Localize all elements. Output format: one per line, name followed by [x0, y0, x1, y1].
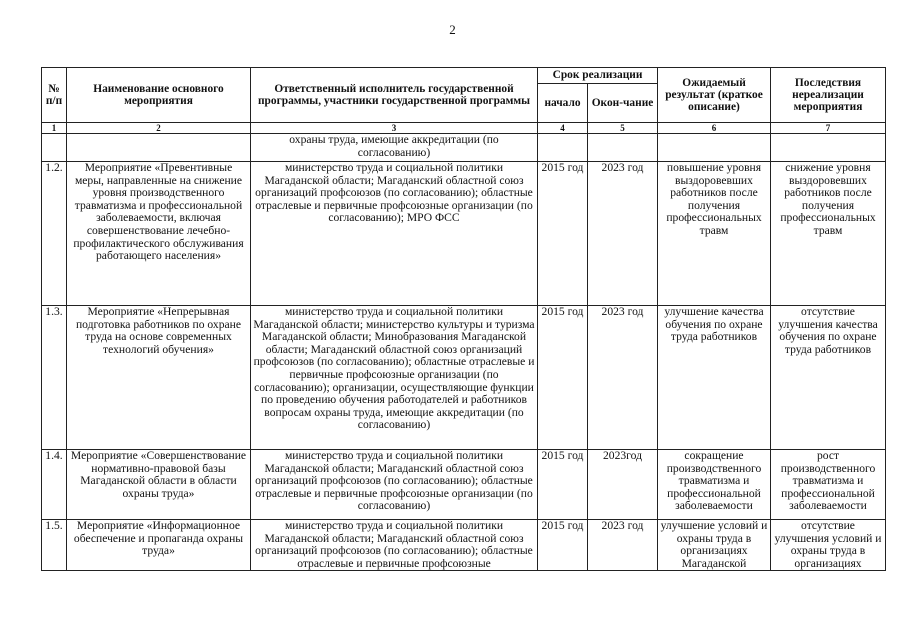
row-start: 2015 год: [538, 162, 588, 306]
column-number: 3: [251, 123, 538, 134]
row-executor: министерство труда и социальной политики Магаданской области; министерство культуры и туризма Магаданской области; Минобразования Магаданской области; Магаданский областной союз организаций профсоюзов (по согласованию); областные отраслевые и первичные профсоюзные организации (по согласованию); организации, осуществляющие функции по проведению обучения работодателей и работников вопросам охраны труда, имеющие аккредитации (по согласованию): [251, 306, 538, 450]
row-num: 1.3.: [42, 306, 67, 450]
header-end: Окон-чание: [588, 84, 658, 123]
row-name: Мероприятие «Превентивные меры, направленные на снижение уровня производственного травматизма и профессиональной заболеваемости, включая совершенствование лечебно-профилактического обслуживания работающего населения»: [67, 162, 251, 306]
column-number: 4: [538, 123, 588, 134]
page-number: 2: [449, 22, 456, 37]
row-expected: сокращение производственного травматизма и профессиональной заболеваемости: [658, 450, 771, 520]
row-end: 2023год: [588, 450, 658, 520]
table-row: [42, 520, 886, 571]
header-num: № п/п: [42, 68, 67, 123]
row-executor: министерство труда и социальной политики Магаданской области; Магаданский областной союз организаций профсоюзов (по согласованию); областные отраслевые и первичные профсоюзные: [251, 520, 538, 571]
row-name: Мероприятие «Непрерывная подготовка работников по охране труда на основе современных технологий обучения»: [67, 306, 251, 450]
header-executor: Ответственный исполнитель государственной программы, участники государственной программы: [251, 68, 538, 123]
column-number: 6: [658, 123, 771, 134]
table-row: [42, 450, 886, 520]
row-num: [42, 134, 67, 162]
program-activities-table: [41, 67, 886, 571]
column-number: 1: [42, 123, 67, 134]
header-start: начало: [538, 84, 588, 123]
row-end: 2023 год: [588, 306, 658, 450]
column-number: 2: [67, 123, 251, 134]
row-end: [588, 134, 658, 162]
row-consequences: рост производственного травматизма и профессиональной заболеваемости: [771, 450, 886, 520]
row-start: 2015 год: [538, 450, 588, 520]
row-executor: министерство труда и социальной политики Магаданской области; Магаданский областной союз организаций профсоюзов (по согласованию); областные отраслевые и первичные профсоюзные организации (по согласованию); МРО ФСС: [251, 162, 538, 306]
row-start: [538, 134, 588, 162]
row-num: 1.5.: [42, 520, 67, 571]
row-expected: [658, 134, 771, 162]
row-consequences: снижение уровня выздоровевших работников после получения профессиональных травм: [771, 162, 886, 306]
column-number-row: [42, 123, 886, 134]
row-consequences: [771, 134, 886, 162]
row-name: Мероприятие «Совершенствование нормативно-правовой базы Магаданской области в области охраны труда»: [67, 450, 251, 520]
column-number: 5: [588, 123, 658, 134]
header-consequences: Последствия нереализации мероприятия: [771, 68, 886, 123]
header-period: Срок реализации: [538, 68, 658, 84]
table-row: [42, 162, 886, 306]
row-expected: повышение уровня выздоровевших работников после получения профессиональных травм: [658, 162, 771, 306]
row-num: 1.4.: [42, 450, 67, 520]
row-consequences: отсутствие улучшения условий и охраны труда в организациях: [771, 520, 886, 571]
header-name: Наименование основного мероприятия: [67, 68, 251, 123]
row-executor: охраны труда, имеющие аккредитации (по согласованию): [251, 134, 538, 162]
header-expected: Ожидаемый результат (краткое описание): [658, 68, 771, 123]
table-row: [42, 306, 886, 450]
column-number: 7: [771, 123, 886, 134]
row-expected: улучшение условий и охраны труда в организациях Магаданской: [658, 520, 771, 571]
row-name: Мероприятие «Информационное обеспечение и пропаганда охраны труда»: [67, 520, 251, 571]
row-expected: улучшение качества обучения по охране труда работников: [658, 306, 771, 450]
row-executor: министерство труда и социальной политики Магаданской области; Магаданский областной союз организаций профсоюзов (по согласованию); областные отраслевые и первичные профсоюзные организации (по согласованию): [251, 450, 538, 520]
row-end: 2023 год: [588, 162, 658, 306]
row-name: [67, 134, 251, 162]
row-consequences: отсутствие улучшения качества обучения по охране труда работников: [771, 306, 886, 450]
row-end: 2023 год: [588, 520, 658, 571]
row-start: 2015 год: [538, 520, 588, 571]
row-start: 2015 год: [538, 306, 588, 450]
row-num: 1.2.: [42, 162, 67, 306]
table-row: [42, 134, 886, 162]
